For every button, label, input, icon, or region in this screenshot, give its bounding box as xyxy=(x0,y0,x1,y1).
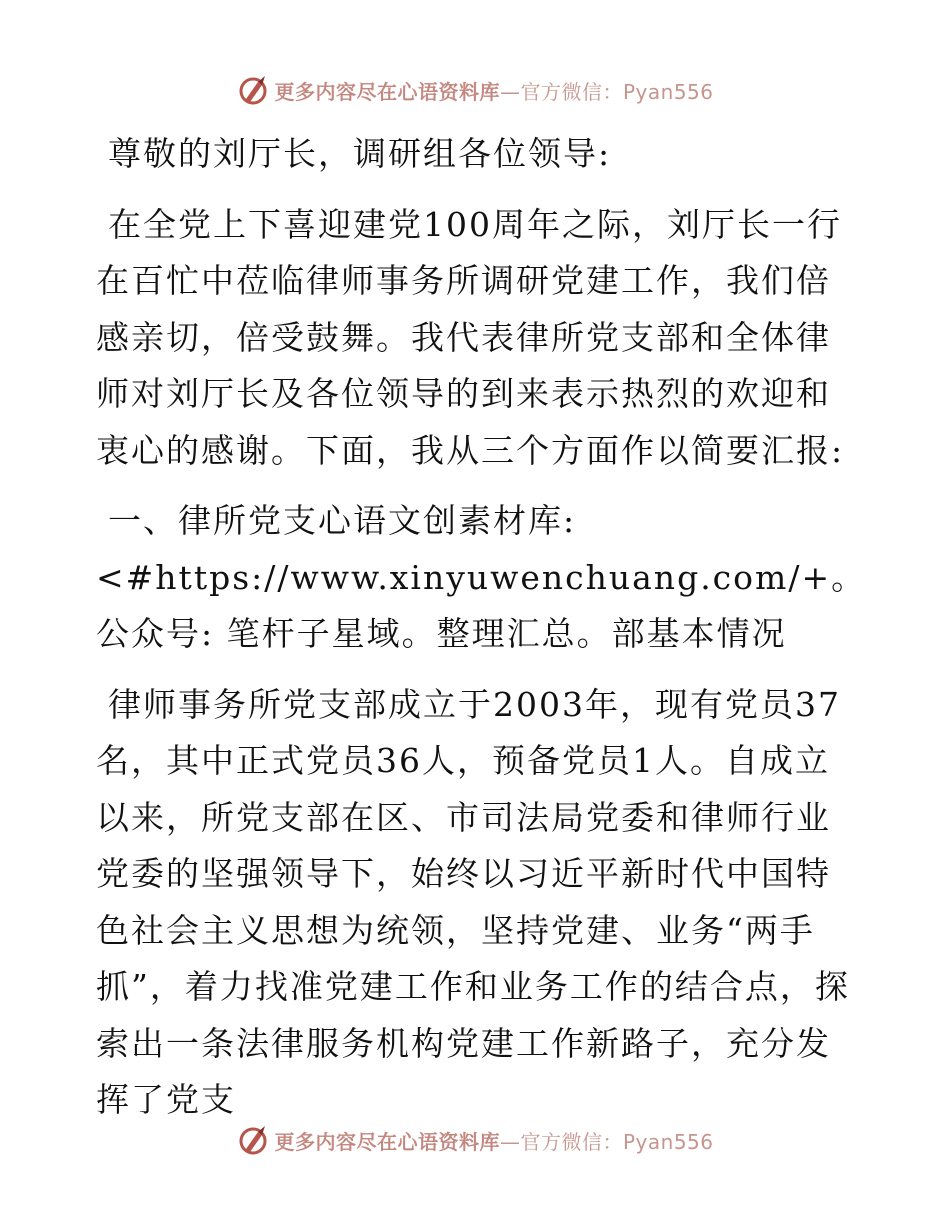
footer-banner-wechat-id: Pyan556 xyxy=(622,1129,714,1154)
header-banner-main-text: 更多内容尽在心语资料库 xyxy=(274,79,500,104)
footer-banner-main-text: 更多内容尽在心语资料库 xyxy=(274,1129,500,1154)
pen-nib-logo-icon xyxy=(236,73,270,107)
footer-banner-wechat-label: 官方微信： xyxy=(520,1129,623,1154)
footer-banner xyxy=(0,1120,950,1160)
salutation: 尊敬的刘厅长，调研组各位领导: xyxy=(108,134,612,173)
footer-banner-text xyxy=(274,1126,713,1155)
paragraph-1: 在全党上下喜迎建党100周年之际，刘厅长一行在百忙中莅临律师事务所调研党建工作，我们倍感亲切，倍受鼓舞。我代表律所党支部和全体律师对刘厅长及各位领导的到来表示热烈的欢迎和衷心的感谢。下面，我从三个方面作以简要汇报: xyxy=(96,204,845,470)
header-banner-text xyxy=(274,76,713,105)
header-banner xyxy=(0,70,950,110)
pen-nib-logo-icon xyxy=(236,1123,270,1157)
header-banner-separator: — xyxy=(499,79,521,104)
header-banner-wechat-id: Pyan556 xyxy=(622,79,714,104)
document-body xyxy=(96,126,867,1129)
header-banner-wechat-label: 官方微信： xyxy=(520,79,623,104)
paragraph-2: 律师事务所党支部成立于2003年，现有党员37名，其中正式党员36人，预备党员1人。自成立以来，所党支部在区、市司法局党委和律师行业党委的坚强领导下，始终以习近平新时代中国特色社会主义思想为统领，坚持党建、业务“两手抓”，着力找准党建工作和业务工作的结合点，探索出一条法律服务机构党建工作新路子，充分发挥了党支 xyxy=(96,684,850,1119)
section-heading-1: 一、律所党支心语文创素材库: <#https://www.xinyuwenchuang.com/+。公众号: 笔杆子星域。整理汇总。部基本情况 xyxy=(96,501,867,653)
footer-banner-separator: — xyxy=(499,1129,521,1154)
